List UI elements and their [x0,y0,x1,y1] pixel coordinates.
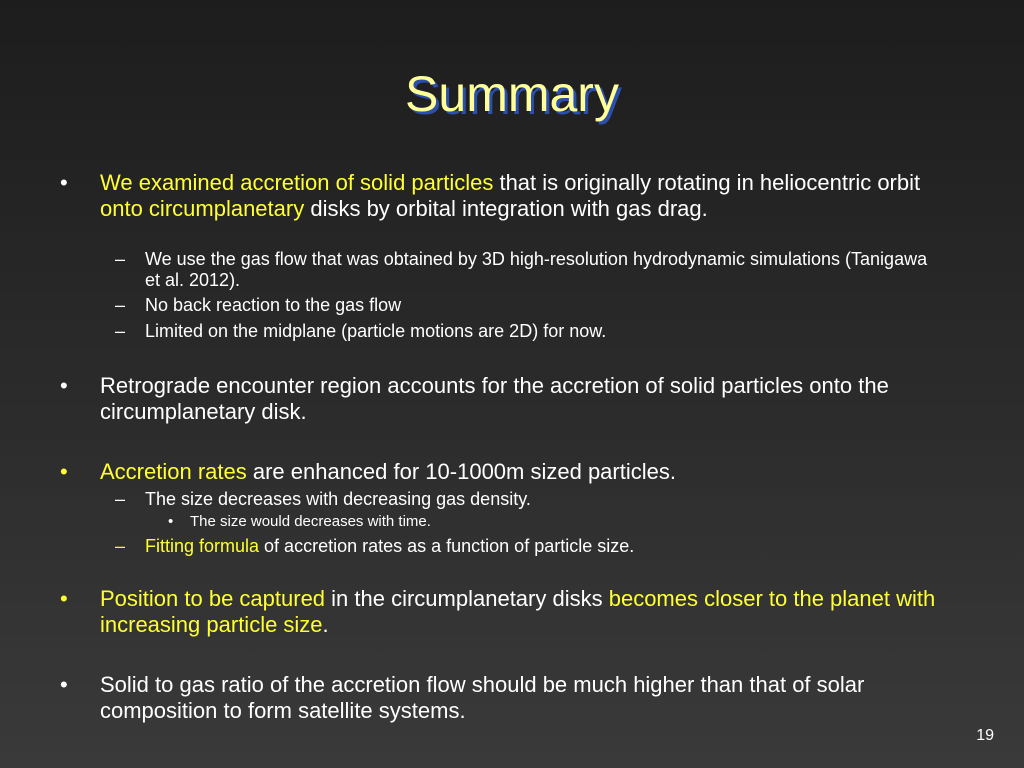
sub-bullet-midplane [115,321,945,342]
sub-bullet-size-decreases [115,489,945,510]
sub-sub-bullet-text: The size would decreases with time. [190,513,431,530]
sub-sub-bullet-size-time [168,513,890,531]
highlight-text: Accretion rates [100,459,247,484]
sub-bullet-no-back-reaction [115,295,945,316]
bullet-text: Retrograde encounter region accounts for the accretion of solid particles onto the circumplanetary disk. [100,373,889,424]
bullet-marker: • [60,459,68,484]
sub-bullet-text: We use the gas flow that was obtained by 3D high-resolution hydrodynamic simulations (Tanigawa et al. 2012). [145,249,928,290]
bullet-text: are enhanced for 10-1000m sized particles. [246,459,676,484]
dash-marker: – [115,489,126,509]
page-number: 19 [976,727,994,744]
sub-bullet-text: of accretion rates as a function of particle size. [259,536,635,556]
sub-bullet-text: No back reaction to the gas flow [145,295,402,315]
bullet-examined-accretion [60,170,960,222]
bullet-marker: • [60,170,68,195]
highlight-text: onto circumplanetary [100,196,305,221]
sub-bullet-text: Limited on the midplane (particle motions are 2D) for now. [145,321,607,341]
sub-bullet-text: The size decreases with decreasing gas density. [145,489,531,509]
bullet-text: in the circumplanetary disks [325,586,609,611]
bullet-accretion-rates [60,459,960,485]
sub-bullet-gas-flow [115,249,945,291]
highlight-text: Fitting formula [145,536,260,556]
dash-marker: – [115,321,126,341]
bullet-text: that is originally rotating in heliocentric orbit [493,170,921,195]
bullet-marker: • [168,513,174,530]
highlight-text: We examined accretion of solid particles [100,170,494,195]
bullet-solid-to-gas [60,672,960,724]
bullet-marker: • [60,586,68,611]
highlight-text: becomes closer to the planet with increasing particle size [100,586,936,637]
bullet-retrograde [60,373,960,425]
dash-marker: – [115,536,126,556]
bullet-text: Solid to gas ratio of the accretion flow should be much higher than that of solar composition to form satellite systems. [100,672,865,723]
bullet-marker: • [60,373,68,398]
bullet-text: . [322,612,329,637]
slide-title: Summary [405,66,619,122]
bullet-position-captured [60,586,960,638]
dash-marker: – [115,249,126,269]
sub-bullet-fitting-formula [115,536,945,557]
bullet-text: disks by orbital integration with gas drag. [304,196,708,221]
dash-marker: – [115,295,126,315]
highlight-text: Position to be captured [100,586,326,611]
bullet-marker: • [60,672,68,697]
